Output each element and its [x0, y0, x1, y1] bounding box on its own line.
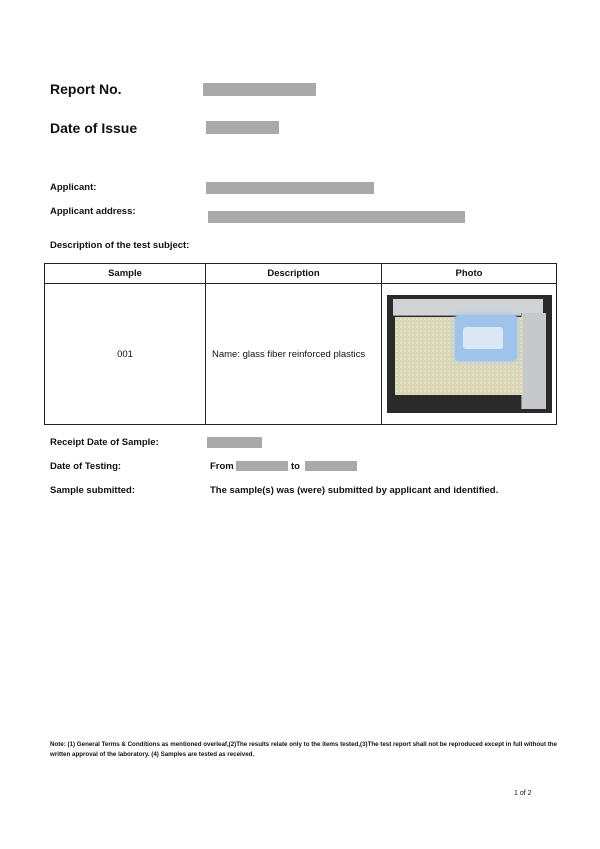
page-number: 1 of 2	[514, 790, 532, 797]
table-header-row	[45, 264, 557, 284]
applicant-address-label: Applicant address:	[50, 206, 136, 217]
sample-photo-cell	[382, 284, 557, 425]
ruler-vertical	[521, 313, 546, 409]
blurred-label	[455, 315, 517, 361]
applicant-address-redacted	[208, 211, 465, 223]
footer-note: Note: (1) General Terms & Conditions as mentioned overleaf,(2)The results relate only to the items tested,(3)The test report shall not be reproduced except in full without the written approval of the laboratory. (4) Samples are tested as received.	[50, 741, 557, 758]
col-sample-header: Sample	[45, 264, 206, 284]
to-text: to	[291, 461, 300, 472]
date-of-issue-label: Date of Issue	[50, 120, 138, 136]
col-description-header: Description	[206, 264, 382, 284]
testing-date-label: Date of Testing:	[50, 461, 122, 472]
from-date-redacted	[236, 461, 288, 471]
description-label: Description of the test subject:	[50, 240, 190, 251]
sample-description-cell: Name: glass fiber reinforced plastics	[206, 284, 382, 425]
sample-id-cell: 001	[45, 284, 206, 425]
sample-photo	[387, 295, 552, 413]
report-no-redacted	[203, 83, 316, 96]
receipt-date-redacted	[207, 437, 262, 448]
receipt-date-label: Receipt Date of Sample:	[50, 437, 159, 448]
from-text: From	[210, 461, 234, 472]
sample-table	[44, 263, 557, 425]
applicant-redacted	[206, 182, 374, 194]
col-photo-header: Photo	[382, 264, 557, 284]
to-date-redacted	[305, 461, 357, 471]
report-no-label: Report No.	[50, 81, 122, 97]
sample-submitted-label: Sample submitted:	[50, 485, 135, 496]
date-of-issue-redacted	[206, 121, 279, 134]
table-row	[45, 284, 557, 425]
applicant-label: Applicant:	[50, 182, 97, 193]
sample-submitted-value: The sample(s) was (were) submitted by applicant and identified.	[210, 485, 499, 496]
